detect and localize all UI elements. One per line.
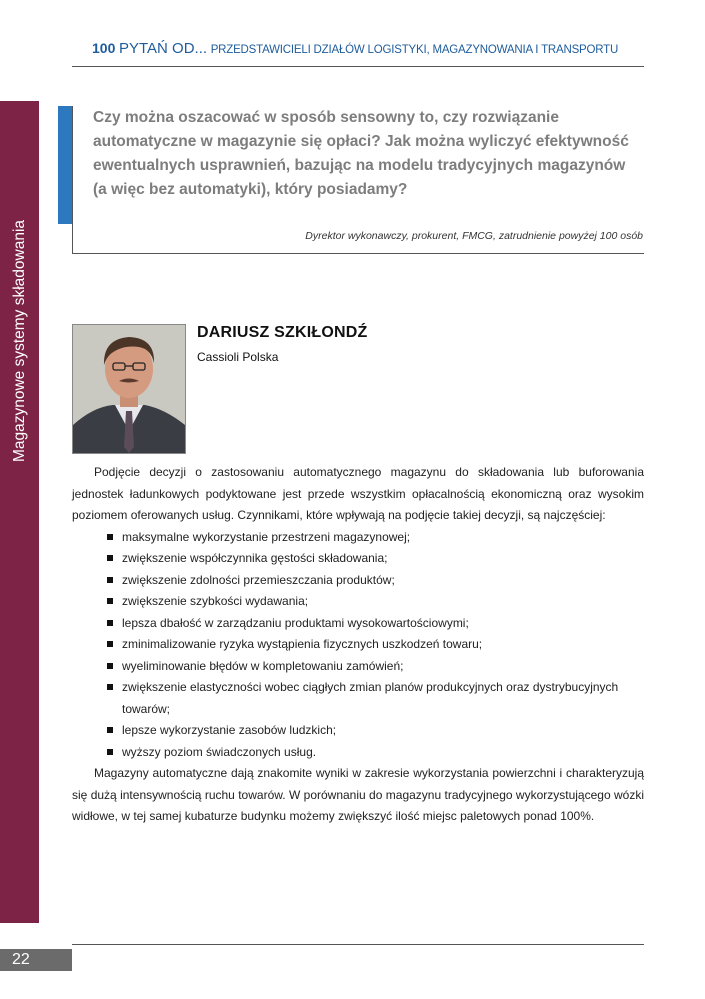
bullet-square-icon — [107, 577, 113, 583]
bullet-square-icon — [107, 663, 113, 669]
running-header — [92, 40, 652, 57]
portrait-image — [73, 325, 185, 453]
list-item: lepsza dbałość w zarządzaniu produktami wysokowartościowymi; — [122, 613, 644, 635]
answer-body — [72, 462, 644, 828]
bullet-square-icon — [107, 598, 113, 604]
question-frame-bottom — [72, 253, 644, 254]
question-accent-bar — [58, 106, 72, 224]
list-item: zwiększenie szybkości wydawania; — [122, 591, 644, 613]
list-item: zwiększenie współczynnika gęstości składowania; — [122, 548, 644, 570]
expert-company: Cassioli Polska — [197, 350, 279, 364]
bullet-square-icon — [107, 684, 113, 690]
list-item: zminimalizowanie ryzyka wystąpienia fizycznych uszkodzeń towaru; — [122, 634, 644, 656]
answer-intro: Podjęcie decyzji o zastosowaniu automatycznego magazynu do składowania lub buforowania jednostek ładunkowych podyktowane jest przede wszystkim opłacalnością ekonomiczną oraz wysokim poziomem oferowanych usług. Czynnikami, które wpływają na podjęcie takiej decyzji, są najczęściej: — [72, 465, 644, 522]
bullet-square-icon — [107, 534, 113, 540]
bullet-square-icon — [107, 727, 113, 733]
list-item: lepsze wykorzystanie zasobów ludzkich; — [122, 720, 644, 742]
list-item: zwiększenie elastyczności wobec ciągłych zmian planów produkcyjnych oraz dystrybucyjnych towarów; — [122, 677, 644, 720]
list-item: wyższy poziom świadczonych usług. — [122, 742, 644, 764]
chapter-title: Magazynowe systemy składowania — [11, 219, 28, 463]
expert-photo — [72, 324, 186, 454]
factor-list — [72, 527, 644, 764]
bullet-square-icon — [107, 749, 113, 755]
list-item: wyeliminowanie błędów w kompletowaniu zamówień; — [122, 656, 644, 678]
page-number: 22 — [0, 949, 72, 971]
chapter-sidebar — [0, 101, 39, 923]
footer-divider — [72, 944, 644, 945]
question-author: Dyrektor wykonawczy, prokurent, FMCG, zatrudnienie powyżej 100 osób — [305, 230, 643, 242]
header-number: 100 — [92, 40, 116, 56]
header-subtitle: PRZEDSTAWICIELI DZIAŁÓW LOGISTYKI, MAGAZYNOWANIA I TRANSPORTU — [210, 44, 619, 56]
header-divider — [72, 66, 644, 67]
question-frame-left — [72, 106, 73, 254]
question-text: Czy można oszacować w sposób sensowny to, czy rozwiązanie automatyczne w magazynie się opłaci? Jak można wyliczyć efektywność ewentualnych usprawnień, bazując na modelu tradycyjnych magazynów (a więc bez automatyki), który posiadamy? — [93, 109, 629, 198]
bullet-square-icon — [107, 555, 113, 561]
bullet-square-icon — [107, 641, 113, 647]
list-item: zwiększenie zdolności przemieszczania produktów; — [122, 570, 644, 592]
list-item: maksymalne wykorzystanie przestrzeni magazynowej; — [122, 527, 644, 549]
answer-closing: Magazyny automatyczne dają znakomite wyniki w zakresie wykorzystania powierzchni i charakteryzują się dużą intensywnością ruchu towarów. W porównaniu do magazynu tradycyjnego wykorzystującego wózki widłowe, w tej samej kubaturze budynku możemy zwiększyć ilość miejsc paletowych ponad 100%. — [72, 766, 644, 823]
expert-name: DARIUSZ SZKIŁONDŹ — [197, 324, 368, 341]
header-brand: PYTAŃ OD... — [118, 40, 208, 57]
bullet-square-icon — [107, 620, 113, 626]
